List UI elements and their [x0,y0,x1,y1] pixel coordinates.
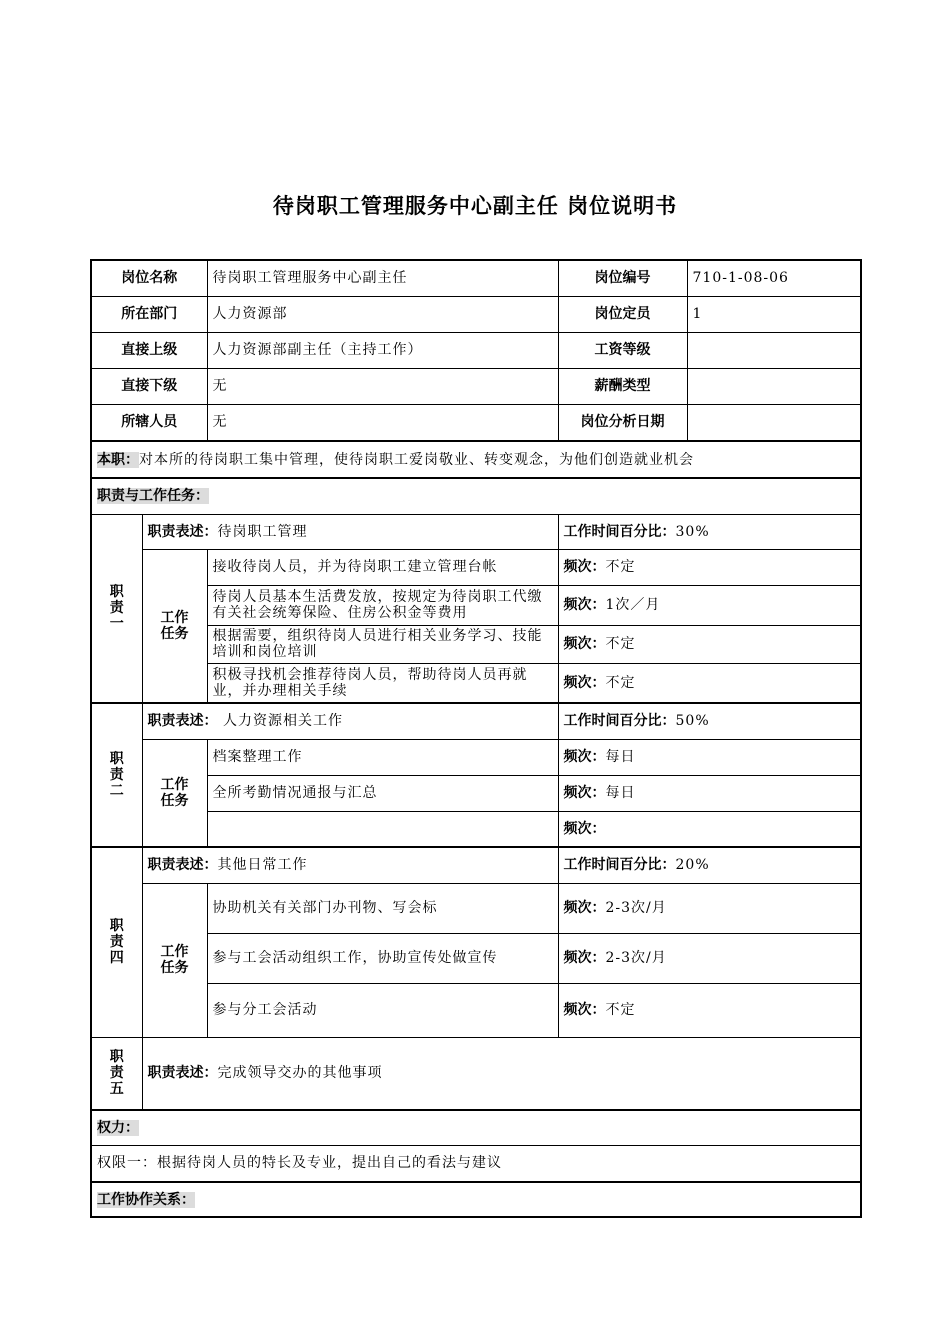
pay-type-label: 薪酬类型 [558,368,687,404]
duty-4-task-label: 工作 任务 [142,883,207,1037]
duty-1-task-label: 工作 任务 [142,549,207,703]
power-limit-text: 根据待岗人员的特长及专业，提出自己的看法与建议 [157,1155,502,1172]
duty-2-task-3 [207,811,558,847]
position-name-value: 待岗职工管理服务中心副主任 [207,260,558,296]
duty-4-desc: 职责表述：其他日常工作 [142,847,558,883]
mission-row [91,441,861,478]
duty-1-desc: 职责表述：待岗职工管理 [142,514,558,549]
superior-label: 直接上级 [91,332,207,368]
duty-4-task-2-freq: 频次：2-3次/月 [558,933,861,983]
duty-1-task-4-freq: 频次：不定 [558,663,861,703]
headcount-value: 1 [687,296,861,332]
duty-2-task-2-freq: 频次：每日 [558,775,861,811]
managed-staff-label: 所辖人员 [91,404,207,441]
mission-label: 本职： [97,451,139,468]
duty-4-task-2: 参与工会活动组织工作，协助宣传处做宣传 [207,933,558,983]
position-code-value: 710-1-08-06 [687,260,861,296]
duty-5-desc: 职责表述：完成领导交办的其他事项 [142,1037,861,1110]
duty-1-task-2-freq: 频次：1次／月 [558,585,861,625]
duty-1-task-3-freq: 频次：不定 [558,625,861,663]
duty-2-task-3-freq: 频次： [558,811,861,847]
position-name-label: 岗位名称 [91,260,207,296]
duties-header-row [91,478,861,514]
power-limit-label: 权限一： [97,1155,157,1172]
subordinate-label: 直接下级 [91,368,207,404]
analysis-date-label: 岗位分析日期 [558,404,687,441]
duty-4-name: 职 责 四 [91,847,142,1037]
position-code-label: 岗位编号 [558,260,687,296]
duty-1-task-3: 根据需要，组织待岗人员进行相关业务学习、技能培训和岗位培训 [207,625,558,663]
duty-1-task-4: 积极寻找机会推荐待岗人员，帮助待岗人员再就业，并办理相关手续 [207,663,558,703]
duty-4-task-1: 协助机关有关部门办刊物、写会标 [207,883,558,933]
duty-1-task-1: 接收待岗人员，并为待岗职工建立管理台帐 [207,549,558,585]
duty-2-task-1: 档案整理工作 [207,739,558,775]
salary-grade-value [687,332,861,368]
pay-type-value [687,368,861,404]
cooperation-row [91,1182,861,1217]
department-label: 所在部门 [91,296,207,332]
duty-2-pct: 工作时间百分比：50% [558,703,861,739]
duties-header: 职责与工作任务： [97,488,209,505]
mission-text: 对本所的待岗职工集中管理，使待岗职工爱岗敬业、转变观念，为他们创造就业机会 [139,451,694,468]
page-title: 待岗职工管理服务中心副主任 岗位说明书 [272,194,678,218]
duty-4-task-3: 参与分工会活动 [207,983,558,1037]
duty-2-task-label: 工作 任务 [142,739,207,847]
duty-1-task-2: 待岗人员基本生活费发放，按规定为待岗职工代缴有关社会统筹保险、住房公积金等费用 [207,585,558,625]
duty-2-task-1-freq: 频次：每日 [558,739,861,775]
power-row [91,1110,861,1145]
salary-grade-label: 工资等级 [558,332,687,368]
superior-value: 人力资源部副主任（主持工作） [207,332,558,368]
duty-4-task-3-freq: 频次：不定 [558,983,861,1037]
managed-staff-value: 无 [207,404,558,441]
subordinate-value: 无 [207,368,558,404]
duty-1-task-1-freq: 频次：不定 [558,549,861,585]
power-label: 权力： [97,1119,139,1136]
duty-4-pct: 工作时间百分比：20% [558,847,861,883]
duty-2-name: 职 责 二 [91,703,142,847]
department-value: 人力资源部 [207,296,558,332]
headcount-label: 岗位定员 [558,296,687,332]
duty-5-name: 职 责 五 [91,1037,142,1110]
duty-4-task-1-freq: 频次：2-3次/月 [558,883,861,933]
duty-1-pct: 工作时间百分比：30% [558,514,861,549]
job-description-table [90,259,862,1218]
duty-2-desc: 职责表述： 人力资源相关工作 [142,703,558,739]
duty-2-task-2: 全所考勤情况通报与汇总 [207,775,558,811]
power-limit-row [91,1145,861,1182]
cooperation-label: 工作协作关系： [97,1191,195,1208]
analysis-date-value [687,404,861,441]
duty-1-name: 职 责 一 [91,514,142,703]
